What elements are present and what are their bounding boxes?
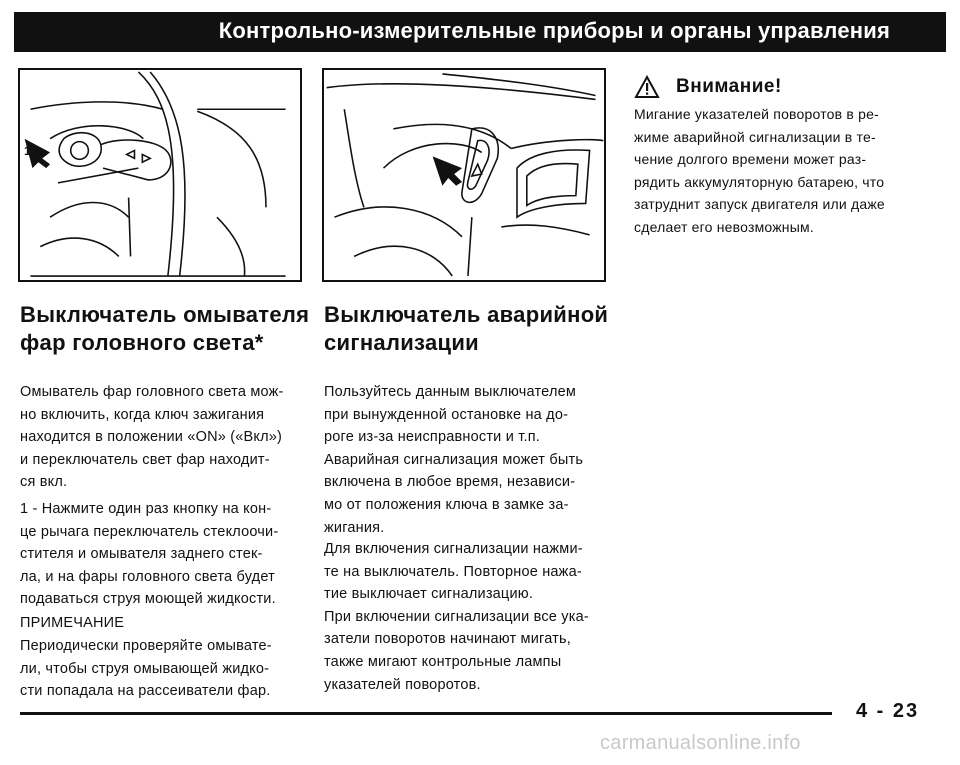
hazard-switch-paragraph-1: Пользуйтесь данным выключателем при вынужденной остановке на до- роге из-за неисправности и т.п. Аварийная сигнализация может быть включена в любое время, независи- мо от положения ключа в замке за- жигания.: [324, 384, 584, 536]
page-header-title: Контрольно-измерительные приборы и органы управления: [218, 18, 890, 43]
dashboard-hazard-illustration: [324, 70, 604, 280]
hazard-switch-figure: [322, 68, 606, 282]
steering-column-illustration: [20, 70, 300, 280]
headlamp-washer-switch-figure: [18, 68, 302, 282]
note-label: ПРИМЕЧАНИЕ: [20, 615, 125, 631]
warning-title: Внимание!: [676, 76, 782, 97]
note-text: Периодически проверяйте омывате- ли, чтобы струя омывающей жидко- сти попадала на рассеиватели фар.: [20, 638, 272, 700]
footer-rule: [20, 712, 832, 715]
watermark: carmanualsonline.info: [600, 732, 801, 754]
headlamp-washer-section-title: Выключатель омывателя фар головного света*: [20, 302, 310, 355]
figure-callout-number: 1: [24, 144, 31, 158]
warning-header: [634, 72, 782, 102]
headlamp-washer-paragraph-2: 1 - Нажмите один раз кнопку на кон- це рычага переключатель стеклоочи- стителя и омывателя заднего стек- ла, и на фары головного света будет подаваться струя моющей жидкости.: [20, 501, 279, 608]
warning-text: Мигание указателей поворотов в ре- жиме аварийной сигнализации в те- чение долгого времени может раз- рядить аккумуляторную батарею, что затруднит запуск двигателя или даже сделает его невозможным.: [634, 106, 885, 235]
hazard-switch-paragraph-2: Для включения сигнализации нажми- те на выключатель. Повторное нажа- тие выключает сигнализацию. При включении сигнализации все ука- затели поворотов начинают мигать, также мигают контрольные лампы указателей поворотов.: [324, 541, 589, 693]
page-number: 4 - 23: [856, 700, 920, 722]
warning-triangle-icon: [634, 75, 660, 99]
hazard-switch-section-title: Выключатель аварийной сигнализации: [324, 302, 609, 355]
header-bar: [14, 12, 946, 52]
headlamp-washer-paragraph-1: Омыватель фар головного света мож- но включить, когда ключ зажигания находится в положении «ON» («Вкл») и переключатель свет фар находит- ся вкл.: [20, 384, 284, 491]
